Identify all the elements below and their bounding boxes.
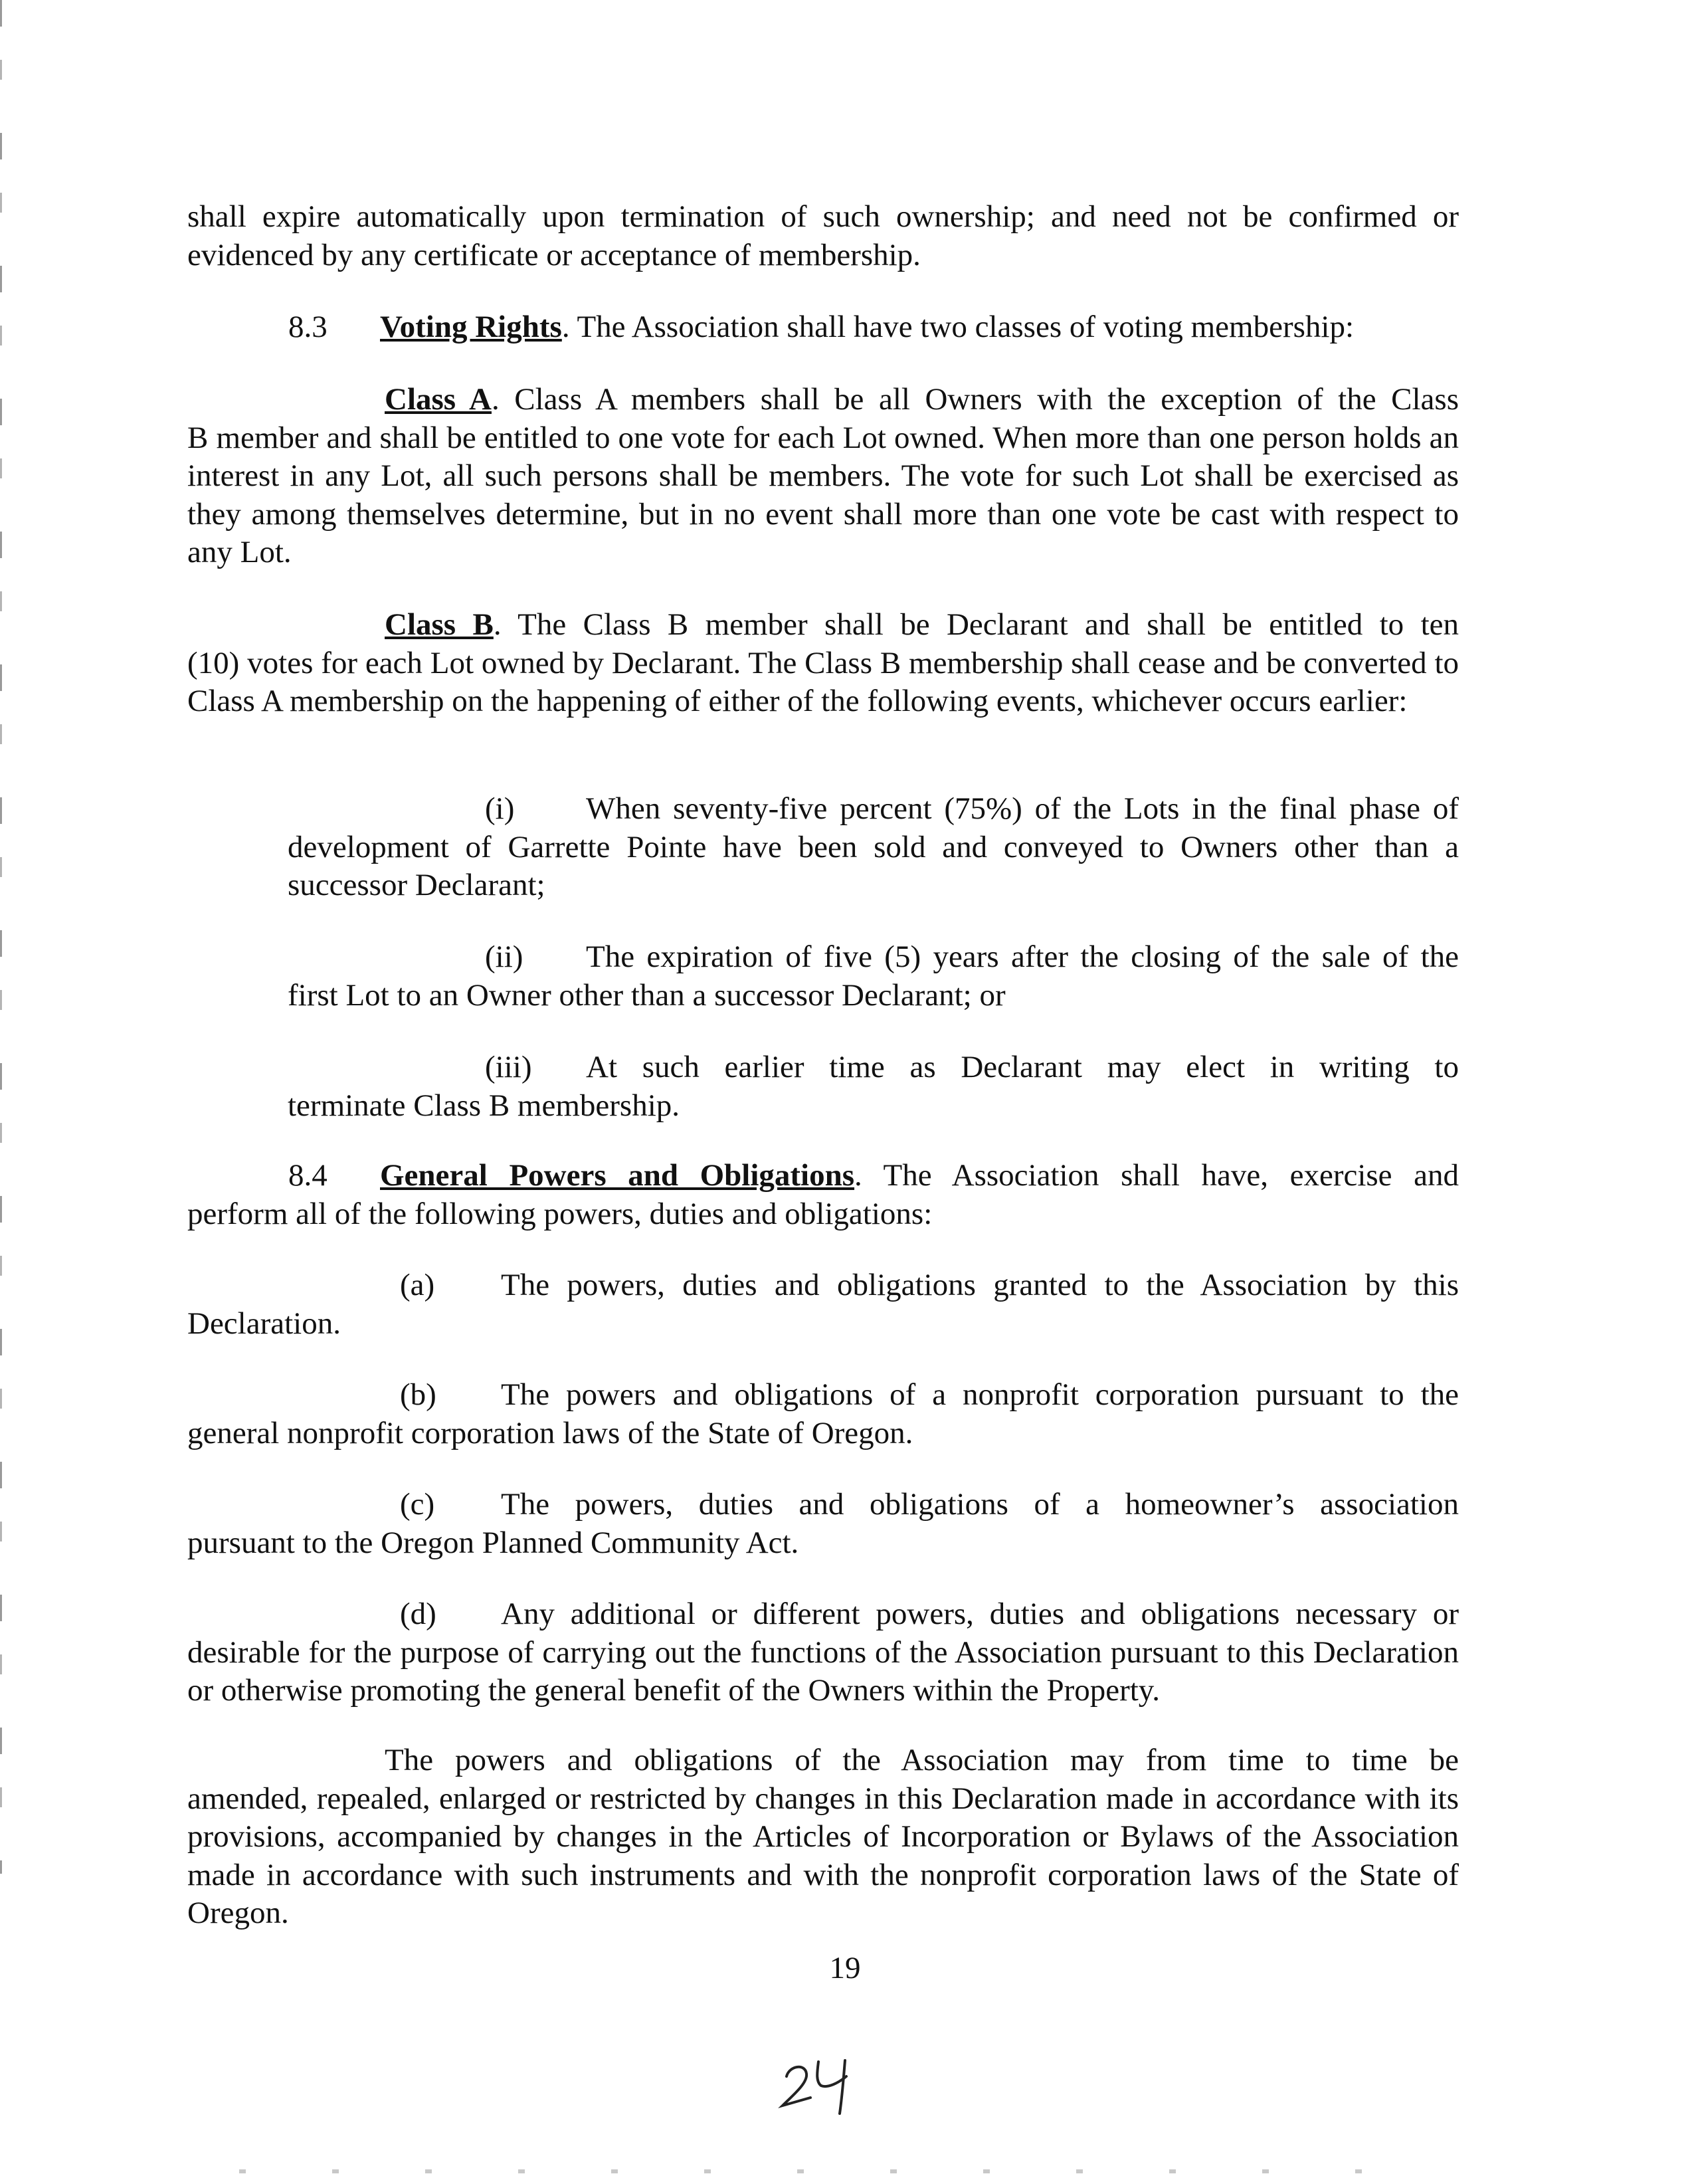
event-body: first Lot to an Owner other than a successor Declarant; or bbox=[288, 977, 1006, 1013]
class-a-line-1: . Class A members shall be all Owners with the exception of the Class bbox=[491, 382, 1459, 417]
scan-bottom-marks bbox=[239, 2169, 1435, 2173]
event-label: (iii) bbox=[485, 1050, 532, 1084]
section-heading: Voting Rights bbox=[380, 310, 562, 344]
section-8-3 bbox=[187, 308, 1459, 347]
scan-edge-marks bbox=[0, 0, 2, 1874]
power-line-1: Any additional or different powers, duties and obligations necessary or bbox=[501, 1597, 1459, 1631]
event-item bbox=[288, 790, 1459, 905]
event-line-1: At such earlier time as Declarant may elect in writing to bbox=[586, 1050, 1459, 1084]
closing-body: amended, repealed, enlarged or restricted by changes in this Declaration made in accordance with its provisions, accompanied by changes in the Articles of Incorporation or Bylaws of the Association made in accordance with such instruments and with the nonprofit corporation laws of the State of Oregon. bbox=[187, 1781, 1459, 1930]
event-body: terminate Class B membership. bbox=[288, 1088, 680, 1123]
page-number: 19 bbox=[829, 1951, 861, 1985]
power-item bbox=[187, 1266, 1459, 1343]
intro-line-2: evidenced by any certificate or acceptance of membership. bbox=[187, 237, 921, 272]
power-item bbox=[187, 1376, 1459, 1452]
event-label: (ii) bbox=[485, 940, 523, 974]
event-line-1: The expiration of five (5) years after the closing of the sale of the bbox=[586, 940, 1459, 974]
event-item bbox=[288, 938, 1459, 1015]
section-number: 8.3 bbox=[288, 310, 328, 344]
class-b-paragraph bbox=[187, 606, 1459, 721]
power-label: (d) bbox=[400, 1597, 436, 1631]
power-body: Declaration. bbox=[187, 1306, 341, 1341]
power-line-1: The powers and obligations of a nonprofit corporation pursuant to the bbox=[501, 1377, 1459, 1412]
class-a-body: B member and shall be entitled to one vote for each Lot owned. When more than one person holds an interest in any Lot, all such persons shall be members. The vote for such Lot shall be exercised as they among themselves determine, but in no event shall more than one vote be cast with respect to any Lot. bbox=[187, 420, 1459, 569]
class-b-line-1: . The Class B member shall be Declarant and shall be entitled to ten bbox=[493, 607, 1459, 642]
section-heading: General Powers and Obligations bbox=[380, 1158, 855, 1193]
power-label: (c) bbox=[400, 1487, 435, 1522]
intro-line-1: shall expire automatically upon termination of such ownership; and need not be confirmed or bbox=[187, 199, 1459, 234]
section-body: perform all of the following powers, duties and obligations: bbox=[187, 1196, 933, 1231]
power-line-1: The powers, duties and obligations of a homeowner’s association bbox=[501, 1487, 1459, 1522]
intro-paragraph bbox=[187, 198, 1459, 274]
closing-line-1: The powers and obligations of the Association may from time to time be bbox=[385, 1743, 1459, 1777]
class-b-body: (10) votes for each Lot owned by Declarant. The Class B membership shall cease and be converted to Class A membership on the happening of either of the following events, whichever occurs earlier: bbox=[187, 645, 1459, 718]
power-line-1: The powers, duties and obligations granted to the Association by this bbox=[501, 1268, 1459, 1302]
section-line-1: . The Association shall have, exercise and bbox=[854, 1158, 1459, 1193]
power-body: pursuant to the Oregon Planned Community Act. bbox=[187, 1525, 799, 1560]
power-label: (b) bbox=[400, 1377, 436, 1412]
section-8-4 bbox=[187, 1157, 1459, 1233]
power-item bbox=[187, 1486, 1459, 1562]
event-item bbox=[288, 1048, 1459, 1125]
event-label: (i) bbox=[485, 791, 515, 826]
closing-paragraph bbox=[187, 1741, 1459, 1933]
power-body: general nonprofit corporation laws of the State of Oregon. bbox=[187, 1415, 913, 1450]
class-a-paragraph bbox=[187, 381, 1459, 572]
power-body: desirable for the purpose of carrying out the functions of the Association pursuant to this Declaration or otherwise promoting the general benefit of the Owners within the Property. bbox=[187, 1635, 1459, 1708]
class-a-heading: Class A bbox=[385, 382, 492, 417]
power-item bbox=[187, 1595, 1459, 1710]
section-text: . The Association shall have two classes of voting membership: bbox=[561, 310, 1355, 344]
class-b-heading: Class B bbox=[385, 607, 494, 642]
event-body: development of Garrette Pointe have been sold and conveyed to Owners other than a successor Declarant; bbox=[288, 829, 1459, 902]
event-line-1: When seventy-five percent (75%) of the Lots in the final phase of bbox=[586, 791, 1459, 826]
handwritten-page-number bbox=[777, 2056, 864, 2116]
power-label: (a) bbox=[400, 1268, 435, 1302]
section-number: 8.4 bbox=[288, 1158, 328, 1193]
